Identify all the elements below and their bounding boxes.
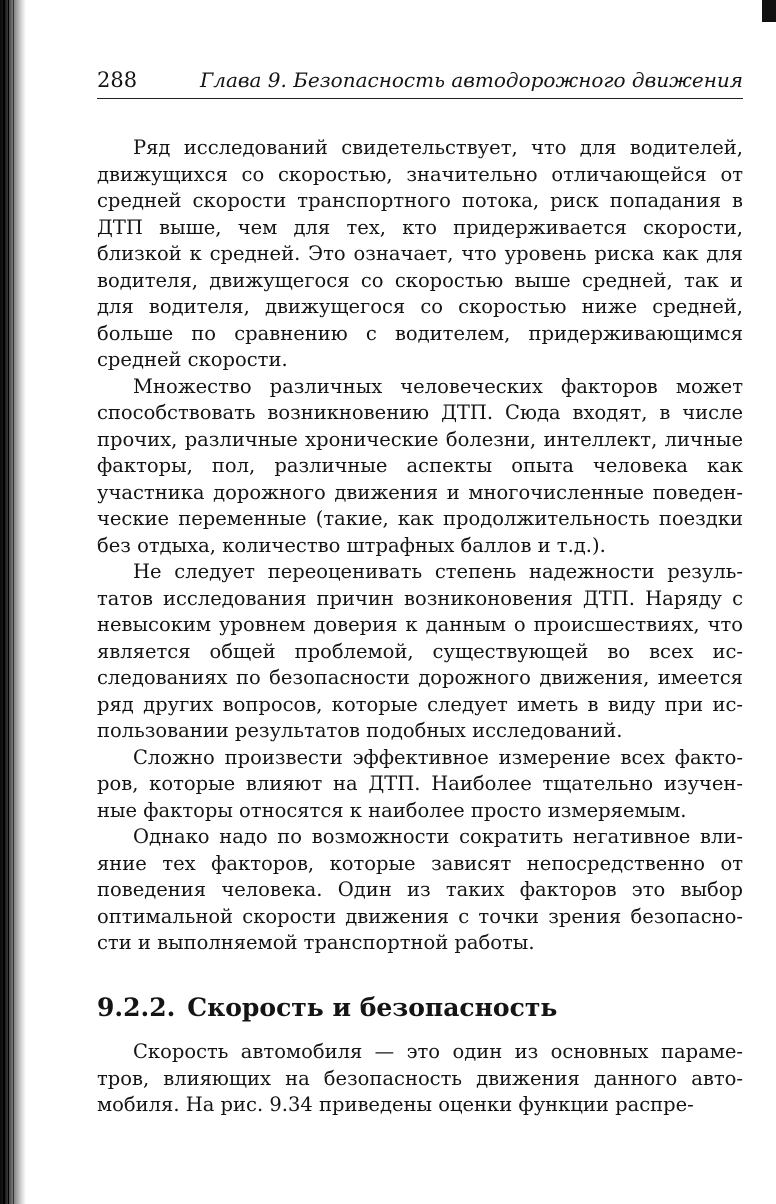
book-page bbox=[97, 60, 743, 1119]
body-text bbox=[97, 135, 743, 1119]
paragraph: Не следует переоценивать степень надежности результатов исследования причин возниконовения ДТП. Наряду с невысоким уровнем доверия к данным о происшествиях, что является общей проблемой, существующей во всех исследованиях по безопасности дорожного движения, имеется ряд других вопросов, которые следует иметь в виду при использовании результатов подобных исследований. bbox=[97, 560, 743, 742]
section-title: Скорость и безопасность bbox=[187, 992, 558, 1022]
scan-corner-mark bbox=[762, 0, 776, 22]
binding-streak bbox=[3, 0, 5, 1204]
paragraph: Скорость автомобиля — это один из основных параметров, влияющих на безопасность движения данного автомобиля. На рис. 9.34 приведены оценки функции распре- bbox=[97, 1040, 743, 1116]
paragraph: Множество различных человеческих факторов может способствовать возникновению ДТП. Сюда входят, в числе прочих, различные хронические болезни, интеллект, личные факторы, пол, различные аспекты опыта человека как участника дорожного движения и многочисленные поведенческие переменные (такие, как продолжительность поездки без отдыха, количество штрафных баллов и т.д.). bbox=[97, 374, 743, 557]
paragraph: Однако надо по возможности сократить негативное влияние тех факторов, которые зависят непосредственно от поведения человека. Один из таких факторов это выбор оптимальной скорости движения с точки зрения безопасности и выполняемой транспортной работы. bbox=[97, 825, 743, 954]
chapter-title: Глава 9. Безопасность автодорожного движения bbox=[199, 68, 743, 92]
section-number: 9.2.2. bbox=[97, 992, 176, 1022]
paragraph: Сложно произвести эффективное измерение всех факторов, которые влияют на ДТП. Наиболее тщательно изученные факторы относятся к наиболее просто измеряемым. bbox=[97, 745, 743, 822]
paragraph: Ряд исследований свидетельствует, что для водителей, движущихся со скоростью, значительно отличающейся от средней скорости транспортного потока, риск попадания в ДТП выше, чем для тех, кто придерживается скорости, близкой к средней. Это означает, что уровень риска как для водителя, движущегося со скоростью выше средней, так и для водителя, движущегося со скоростью ниже средней, больше по сравнению с водителем, придерживающимся средней скорости. bbox=[97, 136, 743, 371]
binding-streak bbox=[13, 0, 14, 1204]
section-heading bbox=[97, 992, 743, 1022]
scan-binding-edge bbox=[0, 0, 26, 1204]
page-number: 288 bbox=[97, 68, 138, 92]
binding-streak bbox=[8, 0, 9, 1204]
running-head bbox=[97, 60, 743, 99]
